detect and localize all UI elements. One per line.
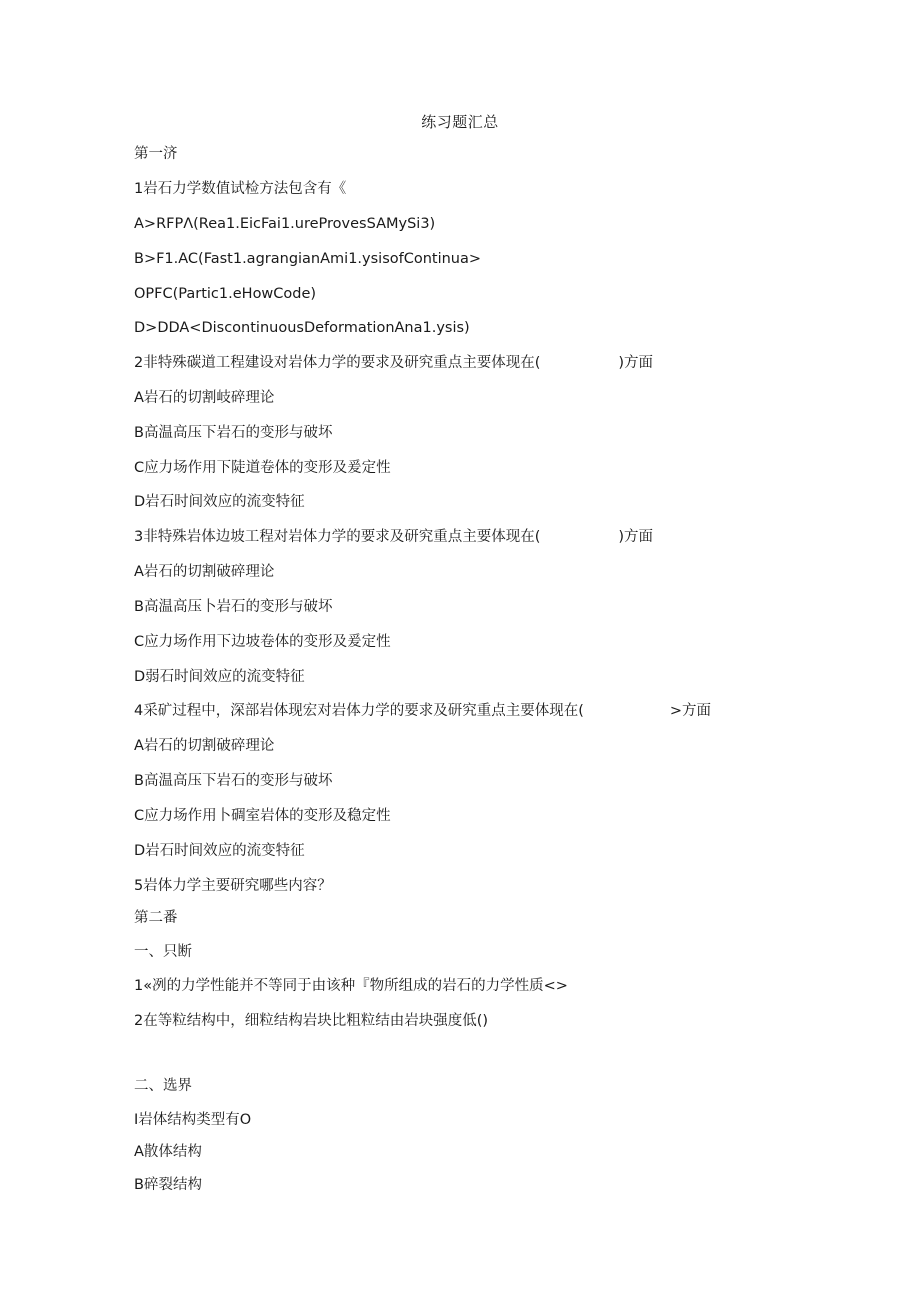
choice-question-1-option-a: A散体结构: [134, 1144, 202, 1160]
question-3-suffix: )方面: [618, 529, 654, 545]
question-2-suffix: )方面: [618, 355, 654, 371]
question-1-option-c: OPFC(Partic1.eHowCode): [134, 286, 317, 302]
document-title: 练习题汇总: [421, 113, 499, 131]
question-2-option-b: B高温高压下岩石的变形与破坏: [134, 425, 333, 441]
question-1-option-d: D>DDA<DiscontinuousDeformationAna1.ysis): [134, 320, 470, 336]
question-3: [134, 527, 653, 547]
question-4-suffix: >方面: [669, 703, 712, 719]
question-2-option-d: D岩石时间效应的流变特征: [134, 494, 305, 510]
section-multiple-choice: 二、选界: [134, 1078, 192, 1094]
true-false-1: 1«冽的力学性能并不等同于由该种『物所组成的岩石的力学性质<>: [134, 978, 568, 994]
question-4-option-d: D岩石时间效应的流变特征: [134, 843, 305, 859]
question-3-option-c: C应力场作用下边坡卷体的变形及爰定性: [134, 634, 391, 650]
question-2-text: 2非特殊碳道工程建设对岩体力学的要求及研究重点主要体现在(: [134, 355, 541, 371]
choice-question-1: I岩体结构类型有O: [134, 1112, 252, 1128]
chapter-heading-1: 第一济: [134, 146, 178, 162]
true-false-2: 2在等粒结构中，细粒结构岩块比粗粒结由岩块强度低(): [134, 1013, 489, 1029]
question-5: 5岩体力学主要研究哪些内容？: [134, 878, 332, 894]
question-4: [134, 701, 711, 721]
question-4-text: 4采矿过程中，深部岩体现宏对岩体力学的要求及研究重点主要体现在(: [134, 703, 584, 719]
question-1-option-a: A>RFPΛ(Rea1.EicFai1.ureProvesSAMySi3): [134, 216, 436, 232]
choice-question-1-option-b: B碎裂结构: [134, 1177, 202, 1193]
question-1-option-b: B>F1.AC(Fast1.agrangianAmi1.ysisofContinua>: [134, 251, 482, 267]
question-2-option-c: C应力场作用下陡道卷体的变形及爰定性: [134, 460, 391, 476]
chapter-heading-2: 第二番: [134, 910, 178, 926]
question-2-option-a: A岩石的切割岐碎理论: [134, 390, 275, 406]
question-4-option-a: A岩石的切割破碎理论: [134, 738, 275, 754]
question-2: [134, 353, 653, 373]
section-true-false: 一、只断: [134, 944, 192, 960]
question-3-text: 3非特殊岩体边坡工程对岩体力学的要求及研究重点主要体现在(: [134, 529, 541, 545]
question-4-option-b: B高温高压下岩石的变形与破坏: [134, 773, 333, 789]
question-4-option-c: C应力场作用卜碉室岩体的变形及稳定性: [134, 808, 391, 824]
question-3-option-b: B高温高压卜岩石的变形与破坏: [134, 599, 333, 615]
question-3-option-a: A岩石的切割破碎理论: [134, 564, 275, 580]
question-1: 1岩石力学数值试检方法包含有《: [134, 181, 347, 197]
question-3-option-d: D弱石时间效应的流变特征: [134, 669, 305, 685]
